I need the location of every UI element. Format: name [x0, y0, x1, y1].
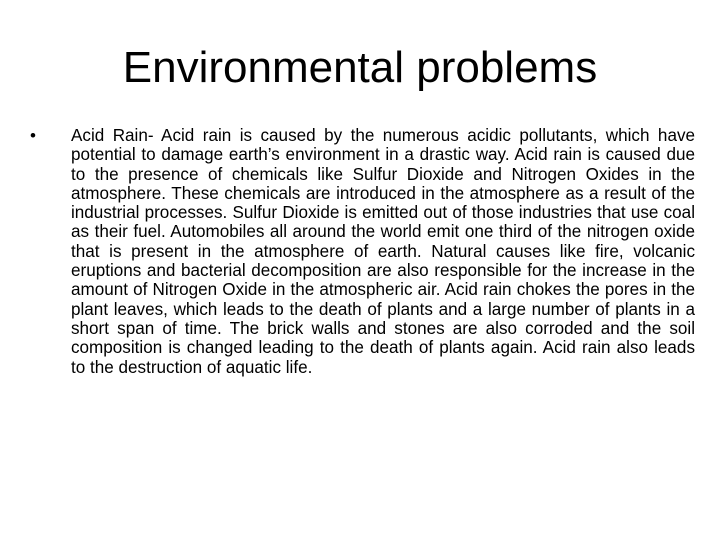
bullet-text: Acid Rain- Acid rain is caused by the numerous acidic pollutants, which have potential to damage earth’s environment in a drastic way. Acid rain is caused due to the presence of chemicals like Sulfur Dioxide and Nitrogen Oxides in the atmosphere. These chemicals are introduced in the atmosphere as a result of the industrial processes. Sulfur Dioxide is emitted out of those industries that use coal as their fuel. Automobiles all around the world emit one third of the nitrogen oxide that is present in the atmosphere of earth. Natural causes like fire, volcanic eruptions and bacterial decomposition are also responsible for the increase in the amount of Nitrogen Oxide in the atmospheric air. Acid rain chokes the pores in the plant leaves, which leads to the death of plants and a large number of plants in a short span of time. The brick walls and stones are also corroded and the soil composition is changed leading to the death of plants again. Acid rain also leads to the destruction of aquatic life.: [71, 126, 695, 377]
slide-title: Environmental problems: [122, 43, 598, 92]
bullet-list: [30, 126, 695, 377]
bullet-item: [30, 126, 695, 377]
bullet-marker: •: [30, 126, 36, 145]
